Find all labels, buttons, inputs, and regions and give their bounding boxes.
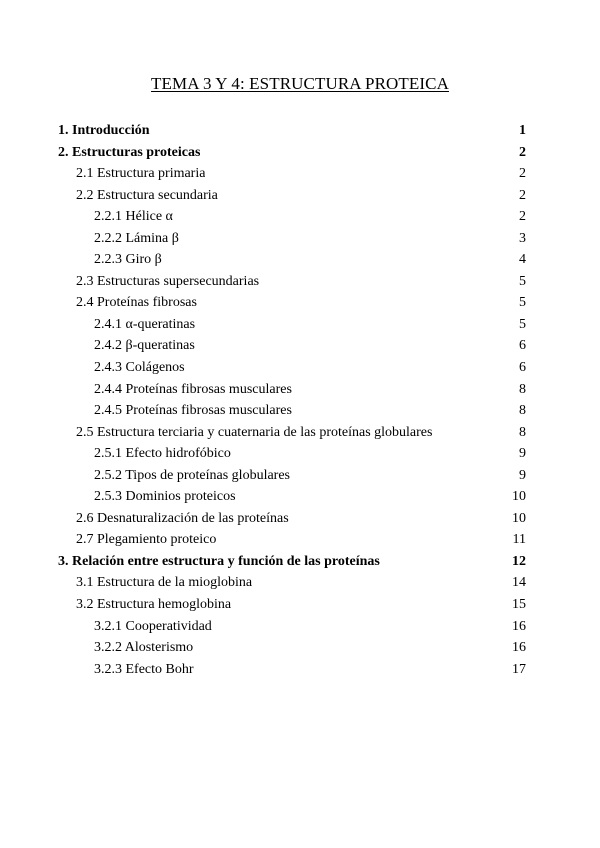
toc-entry[interactable]: [58, 228, 528, 250]
toc-entry-page-number: 12: [512, 553, 526, 569]
toc-entry[interactable]: [58, 529, 528, 551]
toc-entry-page-number: 16: [512, 618, 526, 634]
toc-entry-page-number: 6: [519, 338, 526, 354]
toc-entry[interactable]: [58, 659, 528, 681]
toc-entry-label: 2.3 Estructuras supersecundarias: [76, 273, 260, 289]
toc-entry-label: 3.2 Estructura hemoglobina: [76, 597, 232, 613]
toc-entry-page-number: 17: [512, 661, 526, 677]
toc-entry[interactable]: [58, 379, 528, 401]
toc-entry[interactable]: [58, 637, 528, 659]
toc-entry-label: 2.2 Estructura secundaria: [76, 187, 218, 203]
toc-entry[interactable]: [58, 508, 528, 530]
toc-entry-label: 3. Relación entre estructura y función de las proteínas: [58, 553, 380, 569]
toc-entry[interactable]: [58, 357, 528, 379]
toc-entry-label: 2. Estructuras proteicas: [58, 144, 201, 160]
toc-entry[interactable]: [58, 443, 528, 465]
toc-entry-page-number: 2: [519, 209, 526, 225]
toc-entry-page-number: 14: [512, 575, 526, 591]
toc-entry-label: 2.5.2 Tipos de proteínas globulares: [94, 467, 290, 483]
table-of-contents: [58, 120, 528, 680]
toc-entry[interactable]: [58, 163, 528, 185]
toc-entry-page-number: 3: [519, 230, 526, 246]
toc-entry[interactable]: [58, 271, 528, 293]
toc-entry[interactable]: [58, 465, 528, 487]
toc-entry-label: 3.2.1 Cooperatividad: [94, 618, 212, 634]
toc-entry[interactable]: [58, 572, 528, 594]
toc-entry-label: 3.2.2 Alosterismo: [94, 640, 194, 656]
toc-entry-label: 2.4.3 Colágenos: [94, 360, 185, 376]
toc-entry-label: 2.2.2 Lámina β: [94, 230, 179, 246]
toc-entry[interactable]: [58, 314, 528, 336]
toc-entry-label: 2.7 Plegamiento proteico: [76, 532, 217, 548]
toc-entry-label: 2.4 Proteínas fibrosas: [76, 295, 197, 311]
toc-entry[interactable]: [58, 616, 528, 638]
toc-entry-label: 2.5 Estructura terciaria y cuaternaria de las proteínas globulares: [76, 424, 433, 440]
toc-entry[interactable]: [58, 486, 528, 508]
toc-entry-page-number: 5: [519, 316, 526, 332]
toc-entry[interactable]: [58, 185, 528, 207]
toc-entry-page-number: 2: [519, 144, 526, 160]
toc-entry-label: 2.4.2 β-queratinas: [94, 338, 195, 354]
toc-entry-label: 2.2.3 Giro β: [94, 252, 162, 268]
page-title: TEMA 3 Y 4: ESTRUCTURA PROTEICA: [151, 74, 449, 93]
toc-entry-page-number: 4: [519, 252, 526, 268]
toc-entry-page-number: 5: [519, 273, 526, 289]
toc-entry-label: 2.1 Estructura primaria: [76, 166, 206, 182]
toc-entry-label: 3.1 Estructura de la mioglobina: [76, 575, 253, 591]
toc-entry-page-number: 10: [512, 489, 526, 505]
toc-entry[interactable]: [58, 335, 528, 357]
toc-entry-label: 3.2.3 Efecto Bohr: [94, 661, 194, 677]
toc-entry[interactable]: [58, 400, 528, 422]
toc-entry-page-number: 5: [519, 295, 526, 311]
toc-entry-page-number: 11: [512, 532, 526, 548]
toc-entry-label: 2.2.1 Hélice α: [94, 209, 173, 225]
toc-entry-page-number: 6: [519, 360, 526, 376]
toc-entry[interactable]: [58, 422, 528, 444]
toc-entry-label: 2.4.5 Proteínas fibrosas musculares: [94, 403, 292, 419]
toc-entry-page-number: 8: [519, 424, 526, 440]
toc-entry-label: 2.6 Desnaturalización de las proteínas: [76, 510, 289, 526]
toc-entry-page-number: 10: [512, 510, 526, 526]
toc-entry-page-number: 1: [519, 123, 526, 138]
toc-entry-label: 2.4.4 Proteínas fibrosas musculares: [94, 381, 292, 397]
toc-entry-page-number: 8: [519, 381, 526, 397]
toc-entry-page-number: 8: [519, 403, 526, 419]
toc-entry[interactable]: [58, 551, 528, 573]
toc-entry-page-number: 15: [512, 597, 526, 613]
toc-entry-page-number: 2: [519, 187, 526, 203]
toc-entry[interactable]: [58, 292, 528, 314]
toc-entry-page-number: 16: [512, 640, 526, 656]
toc-entry[interactable]: [58, 594, 528, 616]
toc-entry-label: 2.4.1 α-queratinas: [94, 316, 196, 332]
toc-entry-label: 2.5.1 Efecto hidrofóbico: [94, 446, 231, 462]
toc-entry-label: 2.5.3 Dominios proteicos: [94, 489, 236, 505]
toc-entry[interactable]: [58, 206, 528, 228]
toc-entry-label: 1. Introducción: [58, 123, 150, 138]
toc-entry-page-number: 2: [519, 166, 526, 182]
toc-entry[interactable]: [58, 120, 528, 142]
toc-entry[interactable]: [58, 249, 528, 271]
toc-entry-page-number: 9: [519, 467, 526, 483]
toc-entry[interactable]: [58, 142, 528, 164]
toc-entry-page-number: 9: [519, 446, 526, 462]
